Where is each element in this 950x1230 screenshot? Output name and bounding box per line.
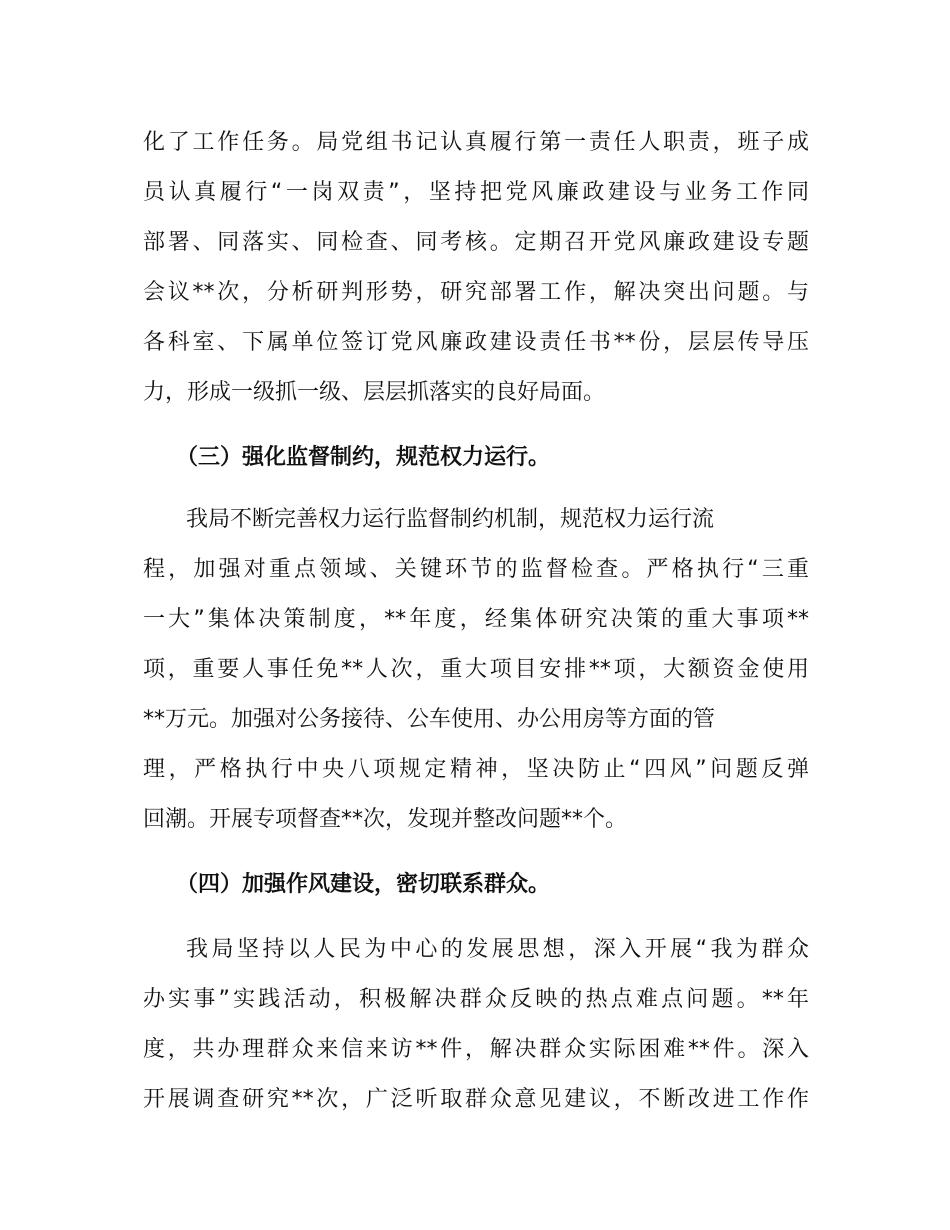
text-line: 理，严格执行中央八项规定精神，坚决防止“四风”问题反弹 bbox=[143, 757, 809, 782]
text-line: 程，加强对重点领域、关键环节的监督检查。严格执行“三重 bbox=[143, 557, 809, 582]
text-line: 回潮。开展专项督查**次，发现并整改问题**个。 bbox=[143, 807, 628, 832]
text-line: 化了工作任务。局党组书记认真履行第一责任人职责，班子成 bbox=[143, 130, 809, 155]
section-heading-4: （四）加强作风建设，密切联系群众。 bbox=[176, 872, 551, 897]
text-line: 开展调查研究**次，广泛听取群众意见建议，不断改进工作作 bbox=[143, 1087, 809, 1112]
text-line: 我局坚持以人民为中心的发展思想，深入开展“我为群众 bbox=[186, 937, 809, 962]
text-line: 各科室、下属单位签订党风廉政建设责任书**份，层层传导压 bbox=[143, 330, 809, 355]
text-line: 项，重要人事任免**人次，重大项目安排**项，大额资金使用 bbox=[143, 657, 809, 682]
section-heading-3: （三）强化监督制约，规范权力运行。 bbox=[176, 445, 551, 470]
text-line: **万元。加强对公务接待、公车使用、办公用房等方面的管 bbox=[143, 707, 716, 732]
text-line: 一大”集体决策制度，**年度，经集体研究决策的重大事项** bbox=[143, 607, 809, 632]
text-line: 办实事”实践活动，积极解决群众反映的热点难点问题。**年 bbox=[143, 987, 809, 1012]
text-line: 度，共办理群众来信来访**件，解决群众实际困难**件。深入 bbox=[143, 1037, 809, 1062]
text-line: 员认真履行“一岗双责”，坚持把党风廉政建设与业务工作同 bbox=[143, 180, 809, 205]
text-line: 会议**次，分析研判形势，研究部署工作，解决突出问题。与 bbox=[143, 280, 809, 305]
text-line: 我局不断完善权力运行监督制约机制，规范权力运行流 bbox=[186, 507, 715, 532]
text-line: 部署、同落实、同检查、同考核。定期召开党风廉政建设专题 bbox=[143, 230, 809, 255]
text-line: 力，形成一级抓一级、层层抓落实的良好局面。 bbox=[143, 380, 606, 405]
